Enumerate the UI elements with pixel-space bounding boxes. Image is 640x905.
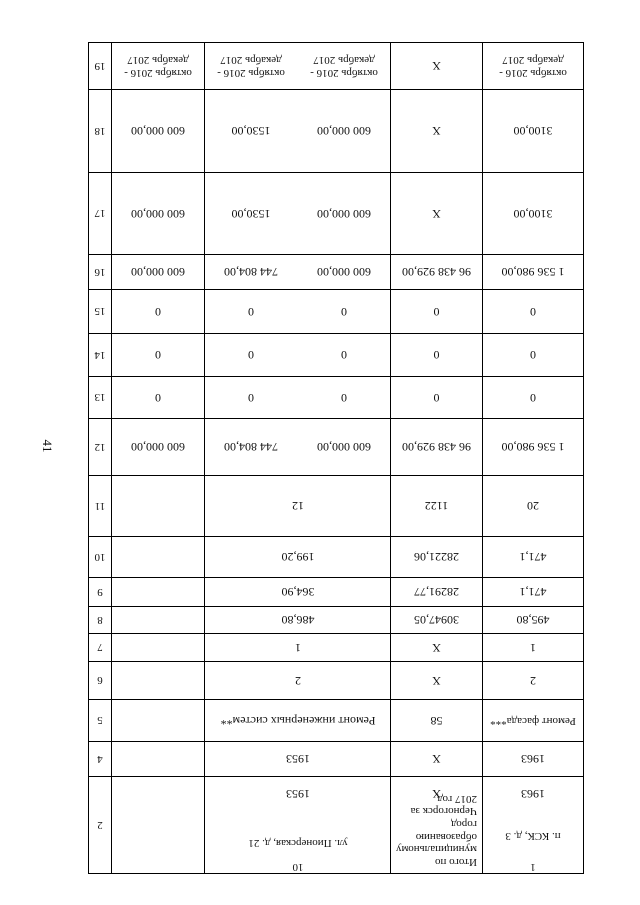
work-type-cell: Ремонт инженерных систем**: [220, 714, 376, 728]
count-cell: 1122: [424, 499, 449, 514]
entrances-cell: 2: [530, 674, 536, 688]
column-header: 19: [94, 60, 106, 72]
amount-cell: 3100,00: [513, 207, 553, 221]
amount-cell: 600 000,00: [317, 124, 371, 139]
floors-cell: 1: [530, 641, 536, 655]
area-cell: 30947,05: [414, 613, 459, 628]
column-header: 8: [97, 614, 103, 626]
amount-cell: 744 804,00: [224, 265, 278, 280]
rotated-register-table: [88, 42, 584, 874]
year-cell: 1953: [286, 752, 310, 767]
period-cell: X: [432, 59, 441, 74]
amount-cell: 1530,00: [231, 207, 271, 221]
amount-cell: X: [432, 124, 441, 139]
value-cell: 0: [433, 348, 440, 363]
count-cell: 20: [527, 499, 539, 514]
row-number-cell: 10: [292, 860, 304, 873]
value-cell: 0: [530, 305, 536, 319]
column-header: 6: [97, 674, 103, 687]
amount-cell: X: [432, 207, 441, 221]
value-cell: 0: [433, 305, 440, 319]
period-cell: октябрь 2016 - декабрь 2017: [217, 54, 285, 79]
value-cell: 0: [433, 391, 440, 405]
year-cell: 1963: [521, 752, 545, 767]
year-cell: 1953: [286, 787, 310, 802]
value-cell: 0: [155, 391, 161, 405]
page-number: 41: [40, 439, 55, 453]
value-cell: 0: [341, 348, 347, 363]
value-cell: 0: [248, 348, 254, 363]
address-cell: п. КСК, д. 3: [505, 830, 561, 843]
area-cell: 199,20: [281, 550, 315, 565]
amount-cell: 96 438 929,00: [402, 265, 471, 280]
area-cell: 364,90: [281, 585, 315, 600]
column-header: 2: [97, 819, 103, 831]
floors-cell: 1: [295, 641, 301, 655]
amount-cell: 600 000,00: [317, 265, 371, 280]
value-cell: 0: [248, 305, 254, 319]
amount-cell: 600 000,00: [131, 265, 185, 280]
column-header: 16: [94, 266, 106, 278]
area-cell: 495,80: [516, 613, 550, 628]
area-cell: 486,80: [281, 613, 315, 628]
total-label-cell: Итого по муниципальному образованию город Черногорск за 2017 год: [395, 792, 477, 868]
period-cell: октябрь 2016 - декабрь 2017: [499, 54, 567, 79]
column-header: 18: [94, 125, 106, 137]
amount-cell: 3100,00: [513, 124, 553, 139]
row-number-cell: 1: [530, 860, 536, 873]
value-cell: 0: [155, 348, 161, 363]
entrances-cell: X: [432, 674, 441, 688]
work-type-cell: Ремонт фасада***: [490, 714, 576, 727]
entrances-cell: 2: [295, 674, 301, 688]
area-cell: 471,1: [519, 585, 547, 600]
column-header: 10: [94, 551, 106, 563]
amount-cell: 1530,00: [231, 124, 271, 139]
area-cell: 28291,77: [414, 585, 459, 600]
column-header: 9: [97, 586, 103, 598]
address-cell: ул. Пионерская, д. 21: [248, 836, 348, 849]
column-header: 7: [97, 641, 103, 654]
period-cell: октябрь 2016 - декабрь 2017: [124, 54, 192, 79]
amount-cell: 600 000,00: [317, 207, 371, 221]
column-header: 15: [94, 305, 106, 318]
value-cell: 0: [248, 391, 254, 405]
year-cell: X: [432, 752, 441, 767]
area-cell: 28221,06: [414, 550, 459, 565]
value-cell: 0: [341, 305, 347, 319]
amount-cell: 600 000,00: [131, 124, 185, 139]
amount-cell: 744 804,00: [224, 440, 278, 455]
amount-cell: 600 000,00: [131, 207, 185, 221]
area-cell: 471,1: [519, 550, 547, 565]
column-header: 17: [94, 207, 106, 220]
floors-cell: X: [432, 641, 441, 655]
column-header: 4: [97, 753, 103, 765]
year-cell: 1963: [521, 787, 545, 802]
column-header: 11: [94, 500, 106, 512]
value-cell: 0: [530, 391, 536, 405]
amount-cell: 600 000,00: [317, 440, 371, 455]
value-cell: 0: [530, 348, 536, 363]
count-cell: 12: [292, 499, 304, 514]
period-cell: октябрь 2016 - декабрь 2017: [310, 54, 378, 79]
year-cell: X: [432, 787, 441, 802]
column-header: 5: [97, 714, 103, 727]
work-count-cell: 58: [430, 714, 443, 728]
column-header: 14: [94, 349, 106, 361]
amount-cell: 1 536 980,00: [501, 440, 565, 455]
column-header: 13: [94, 391, 106, 404]
value-cell: 0: [341, 391, 347, 405]
value-cell: 0: [155, 305, 161, 319]
amount-cell: 96 438 929,00: [402, 440, 471, 455]
amount-cell: 600 000,00: [131, 440, 185, 455]
amount-cell: 1 536 980,00: [501, 265, 565, 280]
column-header: 12: [94, 441, 106, 453]
